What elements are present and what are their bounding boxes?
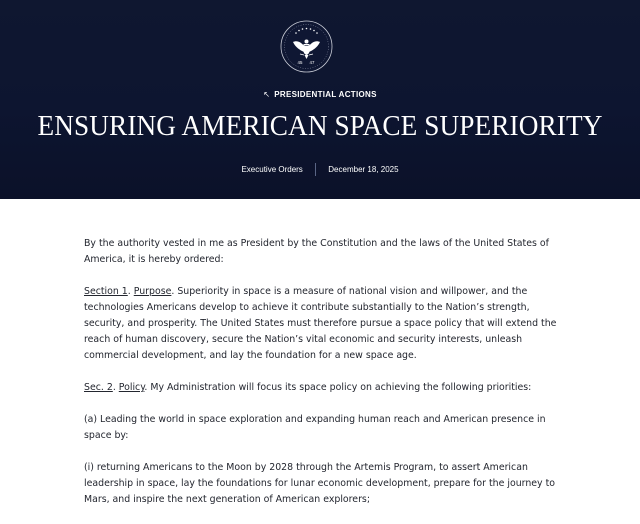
presidential-seal-icon [280,20,333,73]
item-a-paragraph: (a) Leading the world in space exploration and expanding human reach and American presence in space by: [84,414,546,441]
item-i-paragraph: (i) returning Americans to the Moon by 2028 through the Artemis Program, to assert American leadership in space, lay the foundations for lunar economic development, prepare for the journey to Mars, and inspire the next generation of American explorers; [84,462,555,505]
seal-left-number: 45 [297,60,303,65]
section-1-label: Section 1 [84,286,128,297]
section-2-label: Sec. 2 [84,382,113,393]
category-kicker[interactable] [0,90,640,99]
section-1-title: Purpose [133,286,172,297]
article-body [84,236,564,524]
post-meta [0,163,640,176]
section-2-paragraph: Sec. 2. Policy. My Administration will focus its space policy on achieving the following priorities: [84,382,532,393]
seal-right-number: 47 [309,60,315,65]
section-1-paragraph: Section 1. Purpose. Superiority in space is a measure of national vision and willpower, and the technologies Americans develop to achieve it contribute substantially to the Nation’s strength, security, and prosperity. The United States must therefore pursue a space policy that will extend the reach of human discovery, secure the Nation’s vital economic and security interests, unleash commercial development, and lay the foundation for a new space age. [84,286,557,361]
arrow-up-left-icon: ↖ [263,90,271,99]
publish-date: December 18, 2025 [328,165,399,174]
section-1-text: Superiority in space is a measure of national vision and willpower, and the technologies Americans develop to achieve it contribute substantially to the Nation’s strength, security, and prosperity. The United States must therefore pursue a space policy that will extend the reach of human discovery, secure the Nation’s vital economic and security interests, unleash commercial development, and lay the foundation for a new space age. [84,286,557,361]
section-2-text: My Administration will focus its space policy on achieving the following priorities: [150,382,532,393]
page-header [0,0,640,199]
page-title: ENSURING AMERICAN SPACE SUPERIORITY [37,110,603,142]
meta-divider [315,163,316,176]
section-2-title: Policy [118,382,145,393]
kicker-label: PRESIDENTIAL ACTIONS [274,90,377,99]
category-link[interactable]: Executive Orders [241,165,303,174]
intro-paragraph: By the authority vested in me as President by the Constitution and the laws of the United States of America, it is hereby ordered: [84,238,549,265]
